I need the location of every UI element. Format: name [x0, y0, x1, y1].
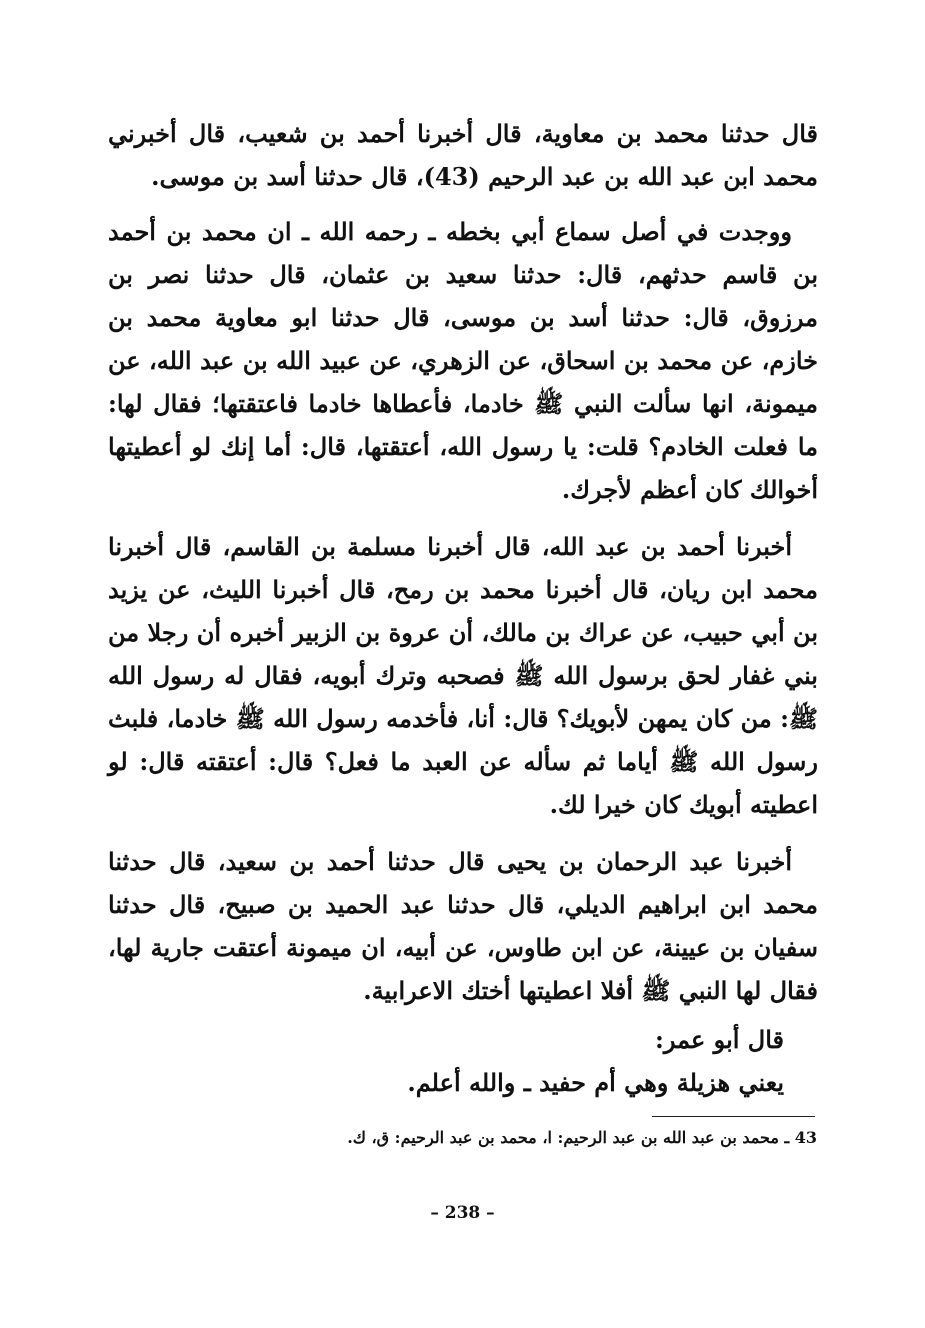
- paragraph-2: ووجدت في أصل سماع أبي بخطه ـ رحمه الله ـ ان محمد بن أحمد بن قاسم حدثهم، قال: حدثنا سعيد بن عثمان، قال حدثنا نصر بن مرزوق، قال: حدثنا أسد بن موسى، قال حدثنا ابو معاوية محمد بن خازم، عن محمد بن اسحاق، عن الزهري، عن عبيد الله بن عبد الله، عن ميمونة، انها سألت النبي ﷺ خادما، فأعطاها خادما فاعتقتها؛ فقال لها: ما فعلت الخادم؟ قلت: يا رسول الله، أعتقتها، قال: أما إنك لو أعطيتها أخوالك كان أعظم لأجرك.: [108, 217, 819, 504]
- closing-line-2: يعني هزيلة وهي أم حفيد ـ والله أعلم.: [407, 1068, 784, 1097]
- footnote: 43 ـ محمد بن عبد الله بن عبد الرحيم: ا، محمد بن عبد الرحيم: ق، ك.: [347, 1128, 817, 1147]
- page-number: – 238 –: [430, 1203, 495, 1223]
- paragraph-3: أخبرنا أحمد بن عبد الله، قال أخبرنا مسلمة بن القاسم، قال أخبرنا محمد ابن ريان، قال أخبرنا محمد بن رمح، قال أخبرنا الليث، عن يزيد بن أبي حبيب، عن عراك بن مالك، أن عروة بن الزبير أخبره أن رجلا من بني غفار لحق برسول الله ﷺ فصحبه وترك أبويه، فقال له رسول الله ﷺ: من كان يمهن لأبويك؟ قال: أنا، فأخدمه رسول الله ﷺ خادما، فلبث رسول الله ﷺ أياما ثم سأله عن العبد ما فعل؟ قال: أعتقته قال: لو اعطيته أبويك كان خيرا لك.: [108, 532, 818, 819]
- paragraph-1: قال حدثنا محمد بن معاوية، قال أخبرنا أحمد بن شعيب، قال أخبرني محمد ابن عبد الله بن عبد الرحيم (43)، قال حدثنا أسد بن موسى.: [108, 119, 818, 191]
- main-text: [108, 112, 818, 1104]
- paragraph-4: أخبرنا عبد الرحمان بن يحيى قال حدثنا أحمد بن سعيد، قال حدثنا محمد ابن ابراهيم الديلي، قال حدثنا عبد الحميد بن صبيح، قال حدثنا سفيان بن عيينة، عن ابن طاوس، عن أبيه، ان ميمونة أعتقت جارية لها، فقال لها النبي ﷺ أفلا اعطيتها أختك الاعرابية.: [108, 847, 818, 1005]
- closing-line-1: قال أبو عمر:: [655, 1025, 784, 1054]
- footnote-divider: [652, 1116, 815, 1117]
